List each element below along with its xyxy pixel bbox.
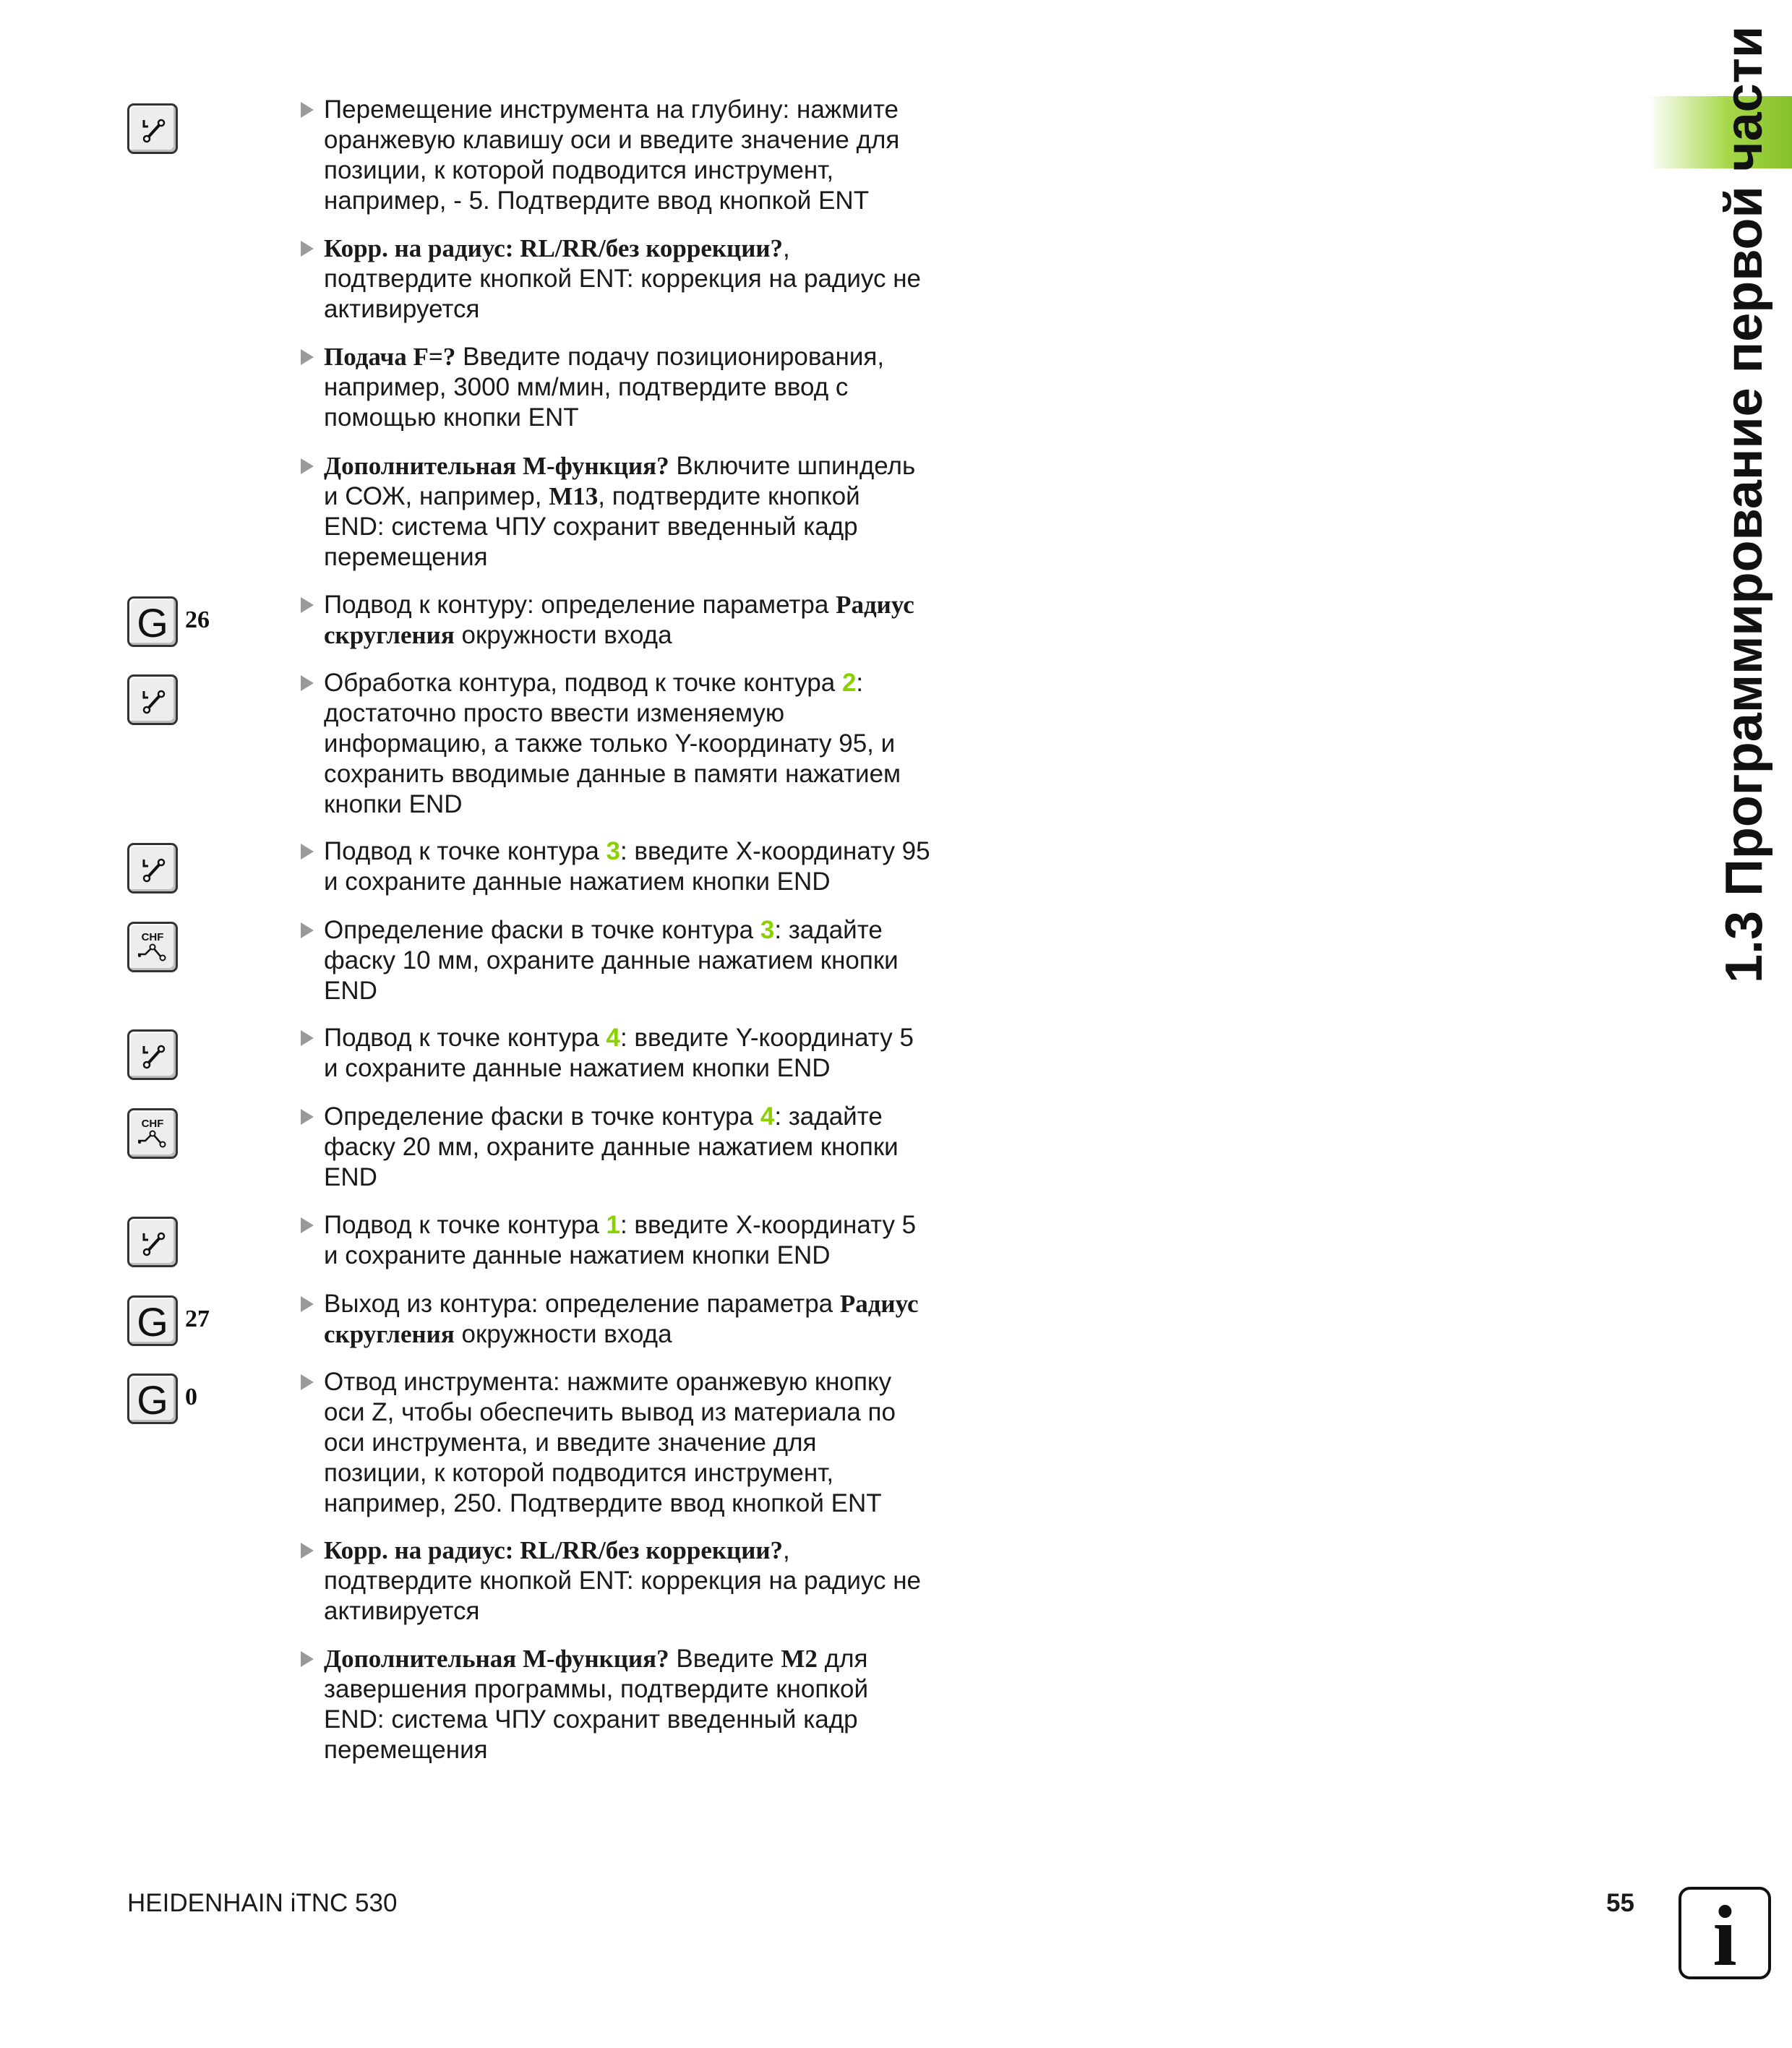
g26-code-label: 26 [185,607,210,633]
step-item: Определение фаски в точке контура 3: задайте фаску 10 мм, охраните данные нажатием кнопки END [298,915,963,1006]
bullet-triangle-icon [301,675,314,691]
g27-code-label: 27 [185,1306,210,1332]
step-item: Подача F=? Введите подачу позиционирования, например, 3000 мм/мин, подтвердите ввод с помощью кнопки ENT [298,342,963,433]
step-item: Подвод к точке контура 1: введите X-координату 5 и сохраните данные нажатием кнопки END [298,1210,963,1271]
page-number: 55 [1606,1889,1634,1917]
bullet-triangle-icon [301,1296,314,1312]
linear-move-key-icon [127,843,178,894]
step-item: Корр. на радиус: RL/RR/без коррекции?, подтвердите кнопкой ENT: коррекция на радиус не активируется [298,1535,963,1627]
step-item: Подвод к точке контура 4: введите Y-координату 5 и сохраните данные нажатием кнопки END [298,1023,963,1084]
step-item: Подвод к контуру: определение параметра Радиус скругления окружности входа [298,590,963,651]
step-item: Дополнительная М-функция? Включите шпиндель и СОЖ, например, M13, подтвердите кнопкой END: система ЧПУ сохранит введенный кадр перемещения [298,451,963,573]
contour-point-number: 3 [760,916,775,944]
step-item: Подвод к точке контура 3: введите X-координату 95 и сохраните данные нажатием кнопки END [298,836,963,897]
bullet-triangle-icon [301,1109,314,1125]
chamfer-key-label: CHF [141,1118,164,1130]
chamfer-key-icon [127,1108,178,1159]
footer-manual-title: HEIDENHAIN iTNC 530 [127,1889,398,1917]
bullet-triangle-icon [301,241,314,257]
bullet-triangle-icon [301,1030,314,1046]
bullet-triangle-icon [301,1217,314,1233]
contour-point-number: 2 [841,669,857,697]
linear-move-key-icon [127,1217,178,1267]
g-function-key-icon: G [127,596,178,647]
bullet-triangle-icon [301,597,314,613]
bullet-triangle-icon [301,922,314,938]
chamfer-key-label: CHF [141,931,164,943]
bullet-triangle-icon [301,458,314,474]
step-item: Выход из контура: определение параметра Радиус скругления окружности входа [298,1289,963,1350]
bullet-triangle-icon [301,1543,314,1559]
linear-move-key-icon [127,674,178,725]
contour-point-number: 3 [606,837,620,865]
linear-move-key-icon [127,103,178,154]
bullet-triangle-icon [301,102,314,118]
bullet-triangle-icon [301,1651,314,1667]
bullet-triangle-icon [301,349,314,365]
g-function-key-icon: G [127,1295,178,1346]
step-item: Дополнительная М-функция? Введите M2 для завершения программы, подтвердите кнопкой END: система ЧПУ сохранит введенный кадр перемещения [298,1644,963,1765]
bullet-triangle-icon [301,844,314,860]
contour-point-number: 4 [760,1102,775,1131]
g-function-key-icon: G [127,1374,178,1424]
contour-point-number: 1 [606,1211,620,1239]
g0-code-label: 0 [185,1384,197,1410]
step-item: Корр. на радиус: RL/RR/без коррекции?, подтвердите кнопкой ENT: коррекция на радиус не активируется [298,233,963,325]
step-item: Отвод инструмента: нажмите оранжевую кнопку оси Z, чтобы обеспечить вывод из материала по оси инструмента, и введите значение для позиции, к которой подводится инструмент, например, 250. Подтвердите ввод кнопкой ENT [298,1367,963,1519]
step-item: Обработка контура, подвод к точке контура 2: достаточно просто ввести изменяемую информацию, а также только Y-координату 95, и сохранить вводимые данные в памяти нажатием кнопки END [298,668,963,820]
info-icon: i [1679,1887,1771,1979]
step-item: Определение фаски в точке контура 4: задайте фаску 20 мм, охраните данные нажатием кнопки END [298,1102,963,1193]
chapter-side-title: 1.3 Программирование первой части [1715,25,1773,983]
contour-point-number: 4 [606,1024,620,1052]
chamfer-key-icon [127,922,178,972]
linear-move-key-icon [127,1029,178,1080]
bullet-triangle-icon [301,1374,314,1390]
step-item: Перемещение инструмента на глубину: нажмите оранжевую клавишу оси и введите значение для позиции, к которой подводится инструмент, например, - 5. Подтвердите ввод кнопкой ENT [298,95,963,216]
